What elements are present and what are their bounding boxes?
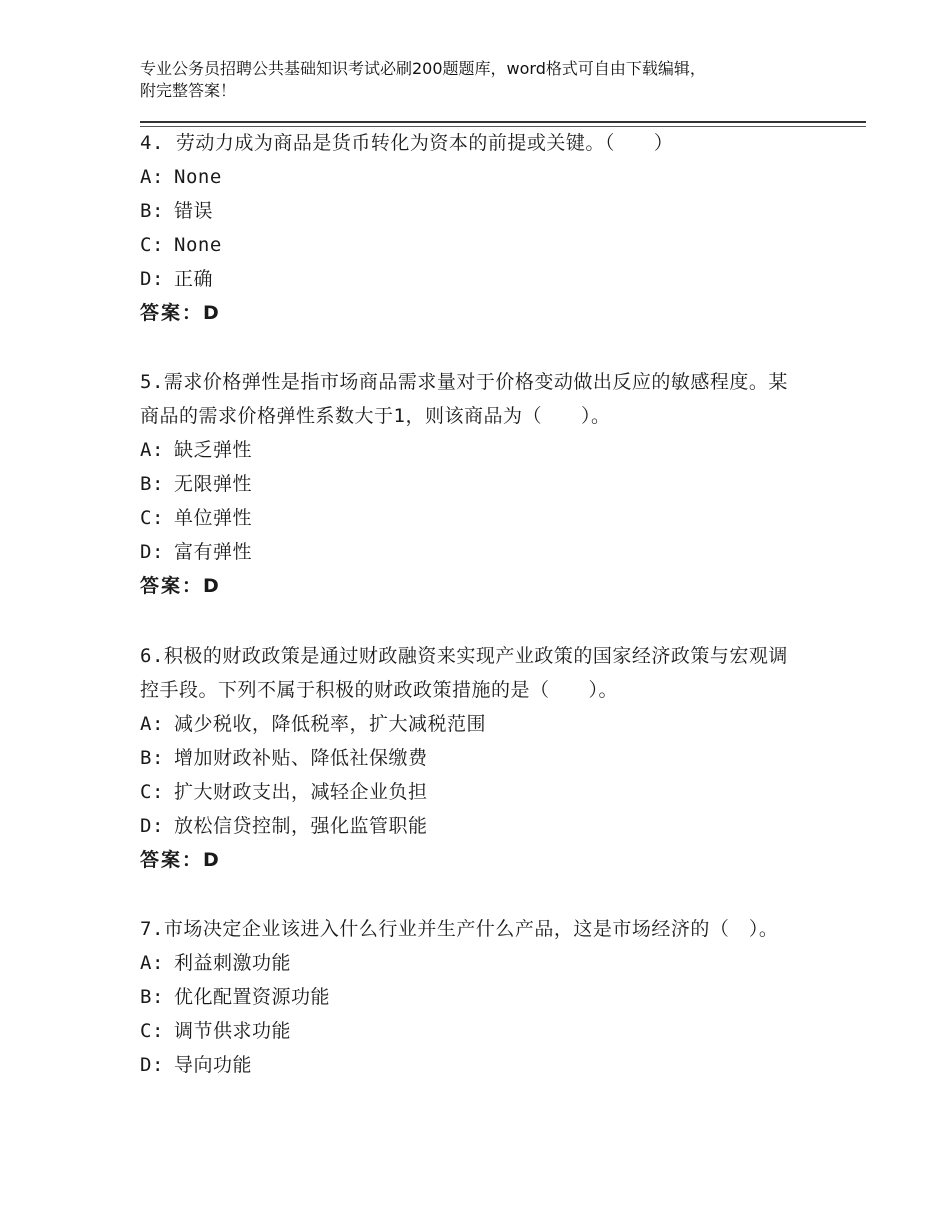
option-letter: D: bbox=[140, 1054, 164, 1076]
option-letter: C: bbox=[140, 507, 164, 529]
option-d bbox=[140, 1048, 800, 1082]
answer-label: 答案： bbox=[140, 575, 204, 597]
option-text: 缺乏弹性 bbox=[174, 439, 253, 461]
option-c bbox=[140, 775, 800, 809]
option-c bbox=[140, 501, 800, 535]
question-5 bbox=[140, 365, 800, 603]
answer-label: 答案： bbox=[140, 302, 204, 324]
answer-label: 答案： bbox=[140, 849, 204, 871]
question-stem: 4. 劳动力成为商品是货币转化为资本的前提或关键。（ ） bbox=[140, 132, 674, 154]
option-letter: C: bbox=[140, 1020, 164, 1042]
option-text: 减少税收，降低税率，扩大减税范围 bbox=[174, 713, 487, 735]
option-letter: A: bbox=[140, 952, 164, 974]
option-text: 单位弹性 bbox=[174, 507, 253, 529]
option-letter: A: bbox=[140, 439, 164, 461]
option-letter: D: bbox=[140, 815, 164, 837]
header-line-2: 附完整答案！ bbox=[140, 81, 237, 100]
option-b bbox=[140, 467, 800, 501]
header-line-1: 专业公务员招聘公共基础知识考试必刷200题题库，word格式可自由下载编辑， bbox=[140, 59, 706, 78]
option-text: 增加财政补贴、降低社保缴费 bbox=[174, 747, 428, 769]
option-d bbox=[140, 262, 800, 296]
option-text: None bbox=[174, 234, 222, 256]
option-text: 调节供求功能 bbox=[174, 1020, 292, 1042]
question-stem: 5.需求价格弹性是指市场商品需求量对于价格变动做出反应的敏感程度。某商品的需求价格弹性系数大于1，则该商品为（ ）。 bbox=[140, 371, 788, 427]
answer-line bbox=[140, 843, 800, 877]
option-c bbox=[140, 1014, 800, 1048]
option-letter: A: bbox=[140, 713, 164, 735]
option-letter: B: bbox=[140, 200, 164, 222]
option-letter: A: bbox=[140, 166, 164, 188]
option-text: 无限弹性 bbox=[174, 473, 253, 495]
option-letter: B: bbox=[140, 747, 164, 769]
question-7 bbox=[140, 912, 800, 1082]
option-letter: C: bbox=[140, 781, 164, 803]
option-text: 富有弹性 bbox=[174, 541, 253, 563]
option-a bbox=[140, 160, 800, 194]
option-a bbox=[140, 433, 800, 467]
option-b bbox=[140, 741, 800, 775]
question-4 bbox=[140, 126, 800, 330]
header-divider-thick bbox=[140, 121, 866, 123]
option-b bbox=[140, 980, 800, 1014]
question-stem: 7.市场决定企业该进入什么行业并生产什么产品，这是市场经济的（ ）。 bbox=[140, 918, 779, 940]
option-c bbox=[140, 228, 800, 262]
option-letter: B: bbox=[140, 473, 164, 495]
option-letter: D: bbox=[140, 268, 164, 290]
option-text: 导向功能 bbox=[174, 1054, 253, 1076]
option-a bbox=[140, 946, 800, 980]
answer-value: D bbox=[203, 849, 219, 871]
answer-value: D bbox=[203, 575, 219, 597]
option-text: 正确 bbox=[174, 268, 214, 290]
document-header bbox=[140, 58, 820, 102]
option-d bbox=[140, 535, 800, 569]
answer-line bbox=[140, 296, 800, 330]
question-6 bbox=[140, 639, 800, 877]
option-text: 放松信贷控制，强化监管职能 bbox=[174, 815, 428, 837]
answer-value: D bbox=[203, 302, 219, 324]
option-b bbox=[140, 194, 800, 228]
option-a bbox=[140, 707, 800, 741]
option-letter: C: bbox=[140, 234, 164, 256]
answer-line bbox=[140, 569, 800, 603]
option-text: 优化配置资源功能 bbox=[174, 986, 331, 1008]
option-letter: B: bbox=[140, 986, 164, 1008]
option-text: 利益刺激功能 bbox=[174, 952, 292, 974]
option-text: 错误 bbox=[174, 200, 214, 222]
option-text: 扩大财政支出，减轻企业负担 bbox=[174, 781, 428, 803]
option-letter: D: bbox=[140, 541, 164, 563]
question-stem: 6.积极的财政政策是通过财政融资来实现产业政策的国家经济政策与宏观调控手段。下列不属于积极的财政政策措施的是（ ）。 bbox=[140, 645, 788, 701]
option-text: None bbox=[174, 166, 222, 188]
option-d bbox=[140, 809, 800, 843]
